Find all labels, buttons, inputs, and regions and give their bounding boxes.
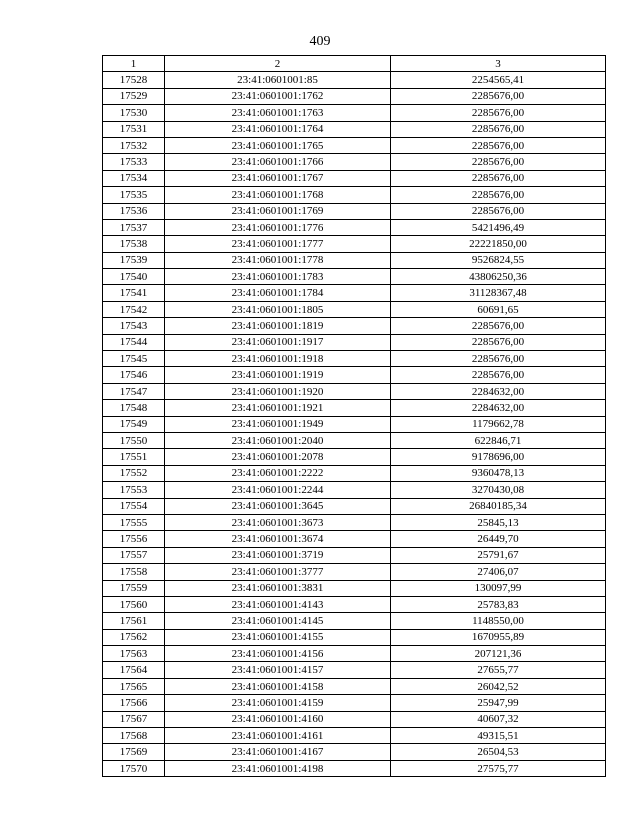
- table-row: [103, 367, 606, 383]
- row-number-cell: 17531: [103, 121, 165, 137]
- value-cell: 2285676,00: [391, 121, 606, 137]
- row-number-cell: 17556: [103, 531, 165, 547]
- table-row: [103, 219, 606, 235]
- value-cell: 40607,32: [391, 711, 606, 727]
- value-cell: 25947,99: [391, 695, 606, 711]
- value-cell: 1148550,00: [391, 613, 606, 629]
- row-number-cell: 17560: [103, 596, 165, 612]
- row-number-cell: 17568: [103, 728, 165, 744]
- table-row: [103, 137, 606, 153]
- value-cell: 26840185,34: [391, 498, 606, 514]
- cadastral-number-cell: 23:41:0601001:4161: [165, 728, 391, 744]
- table-row: [103, 416, 606, 432]
- value-cell: 49315,51: [391, 728, 606, 744]
- cadastral-number-cell: 23:41:0601001:3645: [165, 498, 391, 514]
- row-number-cell: 17537: [103, 219, 165, 235]
- value-cell: 9178696,00: [391, 449, 606, 465]
- cadastral-number-cell: 23:41:0601001:1768: [165, 187, 391, 203]
- value-cell: 43806250,36: [391, 269, 606, 285]
- row-number-cell: 17544: [103, 334, 165, 350]
- cadastral-number-cell: 23:41:0601001:2222: [165, 465, 391, 481]
- cadastral-number-cell: 23:41:0601001:1919: [165, 367, 391, 383]
- row-number-cell: 17532: [103, 137, 165, 153]
- cadastral-number-cell: 23:41:0601001:1778: [165, 252, 391, 268]
- table-row: [103, 711, 606, 727]
- cadastral-number-cell: 23:41:0601001:1764: [165, 121, 391, 137]
- table-row: [103, 187, 606, 203]
- table-row: [103, 400, 606, 416]
- column-header-3: 3: [391, 56, 606, 72]
- table-row: [103, 301, 606, 317]
- cadastral-number-cell: 23:41:0601001:4160: [165, 711, 391, 727]
- table-row: [103, 728, 606, 744]
- cadastral-number-cell: 23:41:0601001:1917: [165, 334, 391, 350]
- row-number-cell: 17569: [103, 744, 165, 760]
- cadastral-number-cell: 23:41:0601001:1765: [165, 137, 391, 153]
- value-cell: 26504,53: [391, 744, 606, 760]
- cadastral-number-cell: 23:41:0601001:4157: [165, 662, 391, 678]
- row-number-cell: 17570: [103, 760, 165, 777]
- value-cell: 26449,70: [391, 531, 606, 547]
- row-number-cell: 17543: [103, 318, 165, 334]
- cadastral-number-cell: 23:41:0601001:4159: [165, 695, 391, 711]
- cadastral-number-cell: 23:41:0601001:2040: [165, 432, 391, 448]
- value-cell: 27655,77: [391, 662, 606, 678]
- value-cell: 9526824,55: [391, 252, 606, 268]
- value-cell: 3270430,08: [391, 482, 606, 498]
- cadastral-number-cell: 23:41:0601001:3674: [165, 531, 391, 547]
- column-header-1: 1: [103, 56, 165, 72]
- row-number-cell: 17550: [103, 432, 165, 448]
- value-cell: 2285676,00: [391, 351, 606, 367]
- row-number-cell: 17540: [103, 269, 165, 285]
- cadastral-number-cell: 23:41:0601001:3777: [165, 564, 391, 580]
- row-number-cell: 17552: [103, 465, 165, 481]
- value-cell: 22221850,00: [391, 236, 606, 252]
- value-cell: 27575,77: [391, 760, 606, 777]
- value-cell: 25783,83: [391, 596, 606, 612]
- cadastral-number-cell: 23:41:0601001:4198: [165, 760, 391, 777]
- row-number-cell: 17548: [103, 400, 165, 416]
- row-number-cell: 17564: [103, 662, 165, 678]
- row-number-cell: 17542: [103, 301, 165, 317]
- value-cell: 31128367,48: [391, 285, 606, 301]
- row-number-cell: 17530: [103, 105, 165, 121]
- table-row: [103, 449, 606, 465]
- cadastral-value-table: [102, 55, 606, 777]
- value-cell: 2285676,00: [391, 203, 606, 219]
- row-number-cell: 17558: [103, 564, 165, 580]
- cadastral-number-cell: 23:41:0601001:1805: [165, 301, 391, 317]
- cadastral-number-cell: 23:41:0601001:2078: [165, 449, 391, 465]
- value-cell: 2285676,00: [391, 187, 606, 203]
- row-number-cell: 17535: [103, 187, 165, 203]
- value-cell: 2284632,00: [391, 383, 606, 399]
- row-number-cell: 17557: [103, 547, 165, 563]
- cadastral-number-cell: 23:41:0601001:85: [165, 72, 391, 88]
- value-cell: 2285676,00: [391, 154, 606, 170]
- table-row: [103, 252, 606, 268]
- cadastral-number-cell: 23:41:0601001:4143: [165, 596, 391, 612]
- table-row: [103, 383, 606, 399]
- table-row: [103, 269, 606, 285]
- table-row: [103, 465, 606, 481]
- cadastral-number-cell: 23:41:0601001:1777: [165, 236, 391, 252]
- row-number-cell: 17547: [103, 383, 165, 399]
- table-row: [103, 432, 606, 448]
- table-row: [103, 744, 606, 760]
- row-number-cell: 17565: [103, 678, 165, 694]
- table-row: [103, 662, 606, 678]
- value-cell: 25845,13: [391, 514, 606, 530]
- column-header-2: 2: [165, 56, 391, 72]
- table-row: [103, 646, 606, 662]
- table-row: [103, 285, 606, 301]
- table-row: [103, 105, 606, 121]
- table-row: [103, 531, 606, 547]
- row-number-cell: 17541: [103, 285, 165, 301]
- value-cell: 9360478,13: [391, 465, 606, 481]
- value-cell: 207121,36: [391, 646, 606, 662]
- cadastral-number-cell: 23:41:0601001:1767: [165, 170, 391, 186]
- table-row: [103, 203, 606, 219]
- row-number-cell: 17562: [103, 629, 165, 645]
- cadastral-number-cell: 23:41:0601001:1784: [165, 285, 391, 301]
- value-cell: 2254565,41: [391, 72, 606, 88]
- table-row: [103, 351, 606, 367]
- table-row: [103, 318, 606, 334]
- cadastral-number-cell: 23:41:0601001:1920: [165, 383, 391, 399]
- cadastral-number-cell: 23:41:0601001:1776: [165, 219, 391, 235]
- value-cell: 5421496,49: [391, 219, 606, 235]
- table-row: [103, 72, 606, 88]
- value-cell: 27406,07: [391, 564, 606, 580]
- row-number-cell: 17534: [103, 170, 165, 186]
- cadastral-number-cell: 23:41:0601001:1949: [165, 416, 391, 432]
- cadastral-number-cell: 23:41:0601001:4145: [165, 613, 391, 629]
- table-row: [103, 88, 606, 104]
- table-row: [103, 121, 606, 137]
- value-cell: 2285676,00: [391, 318, 606, 334]
- value-cell: 2285676,00: [391, 137, 606, 153]
- cadastral-number-cell: 23:41:0601001:4167: [165, 744, 391, 760]
- row-number-cell: 17529: [103, 88, 165, 104]
- value-cell: 2285676,00: [391, 88, 606, 104]
- cadastral-number-cell: 23:41:0601001:1783: [165, 269, 391, 285]
- cadastral-number-cell: 23:41:0601001:1769: [165, 203, 391, 219]
- row-number-cell: 17546: [103, 367, 165, 383]
- value-cell: 60691,65: [391, 301, 606, 317]
- value-cell: 2285676,00: [391, 367, 606, 383]
- row-number-cell: 17533: [103, 154, 165, 170]
- row-number-cell: 17567: [103, 711, 165, 727]
- table-row: [103, 678, 606, 694]
- cadastral-number-cell: 23:41:0601001:3831: [165, 580, 391, 596]
- table-row: [103, 334, 606, 350]
- row-number-cell: 17545: [103, 351, 165, 367]
- value-cell: 26042,52: [391, 678, 606, 694]
- row-number-cell: 17563: [103, 646, 165, 662]
- row-number-cell: 17561: [103, 613, 165, 629]
- cadastral-number-cell: 23:41:0601001:4156: [165, 646, 391, 662]
- table-row: [103, 760, 606, 777]
- table-row: [103, 629, 606, 645]
- table-row: [103, 580, 606, 596]
- row-number-cell: 17559: [103, 580, 165, 596]
- table-row: [103, 564, 606, 580]
- cadastral-number-cell: 23:41:0601001:3673: [165, 514, 391, 530]
- row-number-cell: 17555: [103, 514, 165, 530]
- value-cell: 2284632,00: [391, 400, 606, 416]
- table-row: [103, 236, 606, 252]
- table-header-row: [103, 56, 606, 72]
- row-number-cell: 17551: [103, 449, 165, 465]
- cadastral-number-cell: 23:41:0601001:2244: [165, 482, 391, 498]
- value-cell: 2285676,00: [391, 105, 606, 121]
- table-body: [103, 72, 606, 777]
- row-number-cell: 17539: [103, 252, 165, 268]
- cadastral-number-cell: 23:41:0601001:1921: [165, 400, 391, 416]
- table-row: [103, 613, 606, 629]
- table-row: [103, 547, 606, 563]
- row-number-cell: 17549: [103, 416, 165, 432]
- cadastral-number-cell: 23:41:0601001:1819: [165, 318, 391, 334]
- cadastral-number-cell: 23:41:0601001:3719: [165, 547, 391, 563]
- table-row: [103, 596, 606, 612]
- value-cell: 25791,67: [391, 547, 606, 563]
- table-row: [103, 695, 606, 711]
- row-number-cell: 17566: [103, 695, 165, 711]
- row-number-cell: 17528: [103, 72, 165, 88]
- row-number-cell: 17538: [103, 236, 165, 252]
- cadastral-number-cell: 23:41:0601001:4158: [165, 678, 391, 694]
- page-number: 409: [309, 34, 331, 49]
- value-cell: 1670955,89: [391, 629, 606, 645]
- table-row: [103, 154, 606, 170]
- value-cell: 130097,99: [391, 580, 606, 596]
- cadastral-number-cell: 23:41:0601001:1762: [165, 88, 391, 104]
- table-row: [103, 170, 606, 186]
- table-row: [103, 514, 606, 530]
- cadastral-number-cell: 23:41:0601001:4155: [165, 629, 391, 645]
- value-cell: 622846,71: [391, 432, 606, 448]
- value-cell: 2285676,00: [391, 170, 606, 186]
- row-number-cell: 17553: [103, 482, 165, 498]
- table-row: [103, 482, 606, 498]
- cadastral-number-cell: 23:41:0601001:1918: [165, 351, 391, 367]
- cadastral-number-cell: 23:41:0601001:1763: [165, 105, 391, 121]
- row-number-cell: 17554: [103, 498, 165, 514]
- cadastral-number-cell: 23:41:0601001:1766: [165, 154, 391, 170]
- table-row: [103, 498, 606, 514]
- value-cell: 1179662,78: [391, 416, 606, 432]
- value-cell: 2285676,00: [391, 334, 606, 350]
- row-number-cell: 17536: [103, 203, 165, 219]
